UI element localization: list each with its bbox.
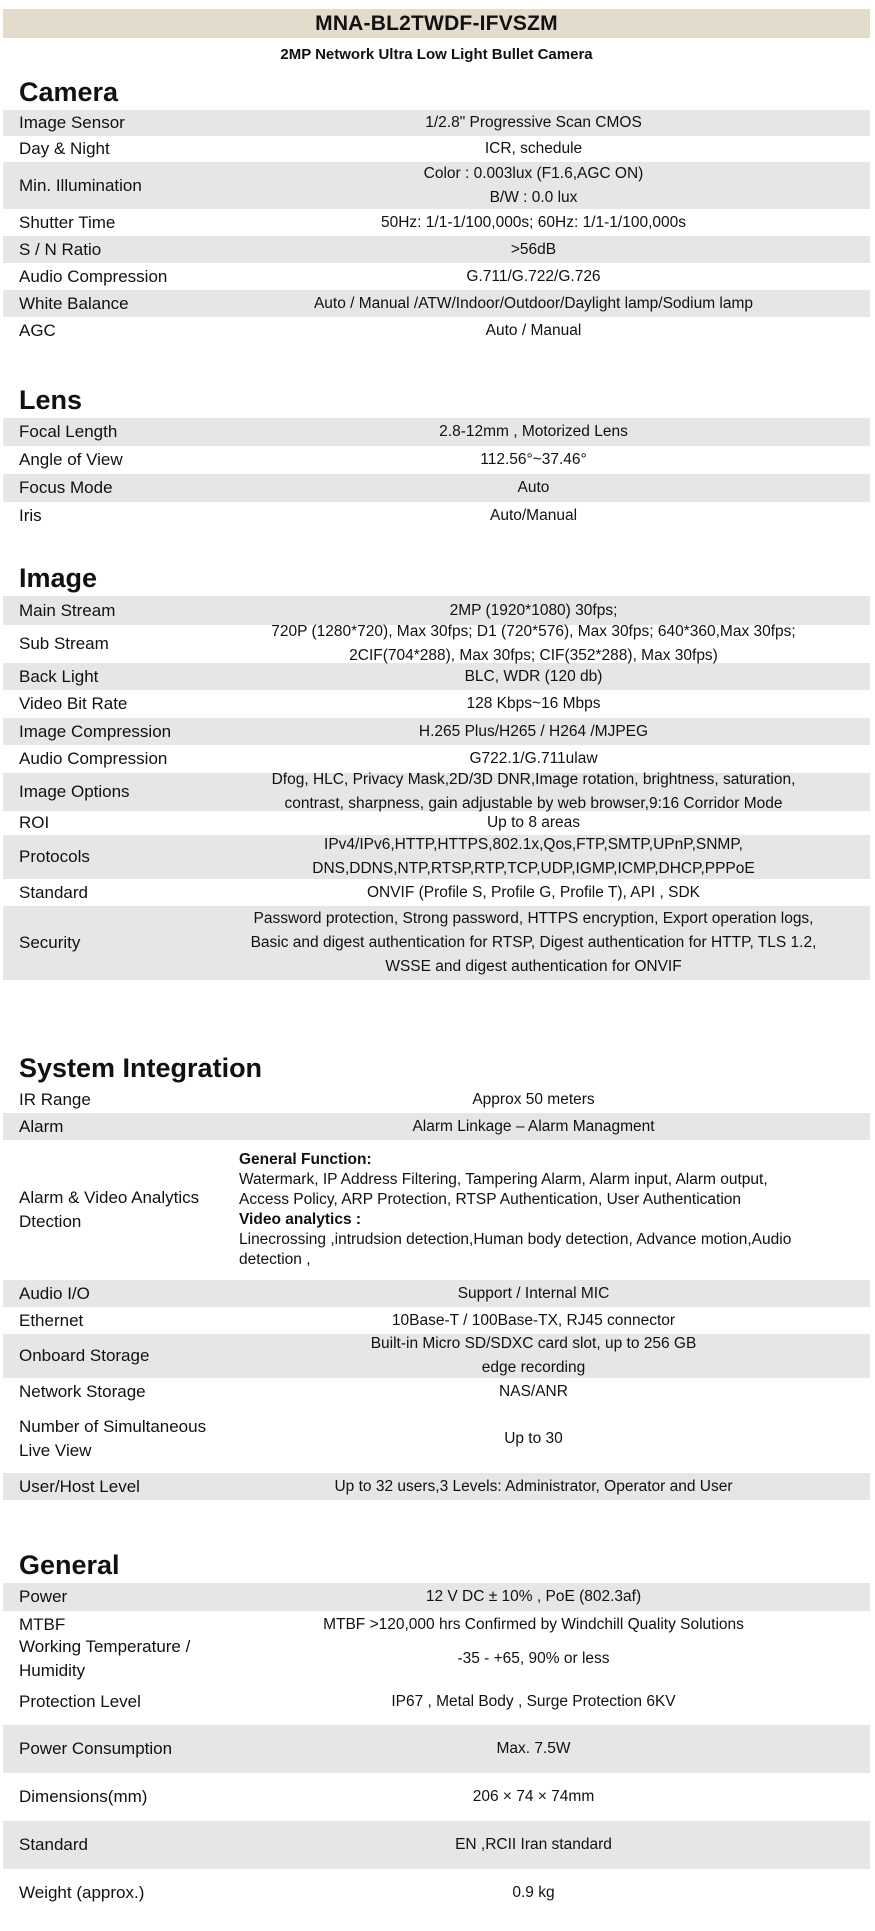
spec-label: Audio I/O [19,1283,90,1303]
spec-value-line: Auto [517,479,550,496]
spec-value [227,1115,870,1139]
spec-value-line: 206 × 74 × 74mm [472,1788,595,1805]
spec-row [3,263,870,290]
spec-value [227,1647,870,1671]
spec-row [3,290,870,317]
spec-row [3,1113,870,1140]
spec-label: Working Temperature / Humidity [19,1637,191,1680]
spec-value [227,1785,870,1809]
spec-value-line: 1/2.8" Progressive Scan CMOS [425,114,642,131]
spec-value-line: IPv4/IPv6,HTTP,HTTPS,802.1x,Qos,FTP,SMTP,UPnP,SNMP, [324,836,743,853]
section-heading: General [19,1549,120,1580]
spec-value-line: 10Base-T / 100Base-TX, RJ45 connector [391,1311,676,1329]
spec-label: Main Stream [19,600,116,620]
spec-label: Dimensions(mm) [19,1787,148,1806]
spec-value [227,1332,870,1380]
spec-row [3,1405,870,1473]
section-heading: Camera [19,76,119,107]
section-lens [0,382,875,530]
spec-label: Security [19,933,81,952]
spec-value [227,1475,870,1499]
spec-value-line: G.711/G.722/G.726 [466,267,601,285]
spec-label: Standard [19,882,88,902]
spec-label: AGC [19,320,56,340]
spec-row [3,1679,870,1725]
spec-label: Min. Illumination [19,175,142,195]
spec-row [3,718,870,745]
spec-row [3,811,870,835]
spec-value [227,1427,870,1451]
spec-label: Sub Stream [19,634,109,653]
spec-value-line: Support / Internal MIC [457,1284,610,1302]
spec-row [3,474,870,502]
spec-row [3,110,870,136]
spec-row [3,1378,870,1405]
spec-value [227,292,870,316]
spec-value-line: Max. 7.5W [496,1740,571,1757]
spec-value [227,319,870,343]
spec-label: Focal Length [19,422,118,441]
spec-row [3,1280,870,1307]
spec-value [227,1150,870,1270]
spec-value-line: Auto/Manual [489,507,578,524]
spec-value-line: BLC, WDR (120 db) [464,667,603,685]
spec-value [227,420,870,444]
spec-label: Audio Compression [19,749,168,768]
spec-value-line: Approx 50 meters [472,1090,595,1108]
spec-value-line: H.265 Plus/H265 / H264 /MJPEG [418,722,649,740]
spec-value [227,265,870,289]
spec-value [227,1881,870,1905]
spec-value-line: Color : 0.003lux (F1.6,AGC ON) [423,164,644,182]
spec-value [227,1380,870,1404]
spec-row [3,317,870,344]
spec-value-line: Up to 30 [504,1430,563,1447]
spec-value-line: Watermark, IP Address Filtering, Tampering Alarm, Alarm input, Alarm output, [239,1171,768,1188]
section-image [0,560,875,980]
spec-value-line: >56dB [510,240,557,258]
spec-value-line: General Function: [239,1151,372,1168]
spec-row [3,236,870,263]
spec-row [3,1307,870,1334]
spec-value [227,720,870,744]
spec-value [227,620,870,668]
product-title: MNA-BL2TWDF-IFVSZM [3,9,870,38]
spec-label: Weight (approx.) [19,1883,145,1902]
spec-label: Alarm [19,1116,64,1136]
product-subtitle: 2MP Network Ultra Low Light Bullet Camera [280,46,593,63]
spec-value-line: IP67 , Metal Body , Surge Protection 6KV [391,1693,676,1710]
spec-label: White Balance [19,293,129,313]
spec-value [227,162,870,210]
spec-value [227,1833,870,1857]
spec-value-line: 112.56°~37.46° [480,451,587,468]
spec-label: Standard [19,1835,88,1854]
spec-value [227,137,870,161]
section-camera [0,74,875,344]
spec-row [3,418,870,446]
spec-value-line: DNS,DDNS,NTP,RTSP,RTP,TCP,UDP,IGMP,ICMP,DHCP,PPPoE [312,860,755,877]
spec-value-line: 50Hz: 1/1-1/100,000s; 60Hz: 1/1-1/100,000s [380,213,687,231]
spec-label: ROI [19,813,50,832]
spec-value [227,476,870,500]
section-heading: Lens [19,384,83,415]
spec-row [3,1639,870,1679]
spec-row [3,1869,870,1917]
spec-row [3,879,870,906]
spec-value-line: MTBF >120,000 hrs Confirmed by Windchill Quality Solutions [323,1616,744,1633]
spec-label: S / N Ratio [19,239,102,259]
spec-label: Audio Compression [19,266,168,286]
spec-label: Power [19,1587,68,1606]
spec-value-line: edge recording [481,1359,586,1376]
spec-value [227,907,870,979]
spec-row [3,1140,870,1280]
spec-label: Image Sensor [19,113,125,132]
spec-value-line: 12 V DC ± 10% , PoE (802.3af) [425,1588,642,1605]
spec-value-line: detection , [239,1251,311,1268]
spec-value [227,238,870,262]
spec-value [227,599,870,623]
spec-value [227,692,870,716]
spec-value-line: Dfog, HLC, Privacy Mask,2D/3D DNR,Image rotation, brightness, saturation, [271,771,796,788]
spec-row [3,209,870,236]
spec-label: User/Host Level [19,1476,140,1496]
spec-value [227,1690,870,1714]
spec-row [3,1086,870,1113]
spec-value [227,881,870,905]
spec-value-line: Up to 8 areas [486,814,581,831]
spec-value [227,811,870,835]
spec-label: Image Compression [19,721,172,741]
spec-label: Protocols [19,847,90,866]
spec-label: Back Light [19,666,99,686]
spec-value-line: EN ,RCII Iran standard [455,1836,612,1853]
spec-label: Angle of View [19,450,123,469]
spec-value [227,1309,870,1333]
spec-value-line: ONVIF (Profile S, Profile G, Profile T), API , SDK [366,883,701,901]
spec-row [3,835,870,879]
spec-value-line: 2MP (1920*1080) 30fps; [449,601,618,619]
spec-label: Shutter Time [19,212,116,232]
spec-value-line: Password protection, Strong password, HTTPS encryption, Export operation logs, [253,910,814,927]
spec-value [227,665,870,689]
spec-value-line: 2.8-12mm , Motorized Lens [439,423,628,440]
section-system-integration [0,1050,875,1500]
section-general [0,1547,875,1917]
spec-label: MTBF [19,1615,66,1634]
spec-label: IR Range [19,1089,91,1109]
spec-row [3,446,870,474]
spec-row [3,906,870,980]
spec-value-line: WSSE and digest authentication for ONVIF [385,958,682,975]
spec-label: Iris [19,506,42,525]
spec-value-line: Video analytics : [239,1211,362,1228]
spec-value [227,833,870,881]
spec-value-line: Built-in Micro SD/SDXC card slot, up to 256 GB [370,1335,697,1352]
spec-label: Video Bit Rate [19,694,128,713]
spec-value-line: Access Policy, ARP Protection, RTSP Authentication, User Authentication [239,1191,742,1208]
spec-row [3,1725,870,1773]
spec-row [3,1334,870,1378]
spec-row [3,1821,870,1869]
spec-value-line: NAS/ANR [499,1382,568,1400]
spec-label: Day & Night [19,139,110,158]
spec-value-line: Auto / Manual [485,321,582,339]
spec-row [3,136,870,162]
section-heading: System Integration [19,1052,263,1083]
section-heading: Image [19,562,98,593]
spec-value [227,1282,870,1306]
spec-row [3,773,870,811]
spec-value [227,211,870,235]
spec-label: Alarm & Video Analytics Dtection [19,1188,200,1231]
spec-value-line: Auto / Manual /ATW/Indoor/Outdoor/Daylight lamp/Sodium lamp [313,294,754,312]
spec-value-line: -35 - +65, 90% or less [457,1650,610,1667]
spec-value-line: G722.1/G.711ulaw [469,750,598,767]
spec-label: Ethernet [19,1310,84,1330]
spec-row [3,162,870,209]
spec-row [3,625,870,663]
spec-row [3,690,870,718]
spec-value-line: 128 Kbps~16 Mbps [466,695,601,712]
spec-value-line: Up to 32 users,3 Levels: Administrator, Operator and User [334,1477,733,1495]
spec-value [227,111,870,135]
spec-value-line: 720P (1280*720), Max 30fps; D1 (720*576), Max 30fps; 640*360,Max 30fps; [271,623,796,640]
spec-value-line: Alarm Linkage – Alarm Managment [412,1117,655,1135]
spec-value [227,1613,870,1637]
spec-value-line: B/W : 0.0 lux [489,188,578,206]
spec-label: Focus Mode [19,478,113,497]
spec-label: Protection Level [19,1692,141,1711]
spec-value [227,1088,870,1112]
spec-value [227,768,870,816]
spec-value [227,1585,870,1609]
spec-row [3,502,870,530]
spec-value [227,504,870,528]
spec-value [227,1737,870,1761]
spec-value-line: 0.9 kg [512,1884,555,1901]
spec-row [3,1773,870,1821]
spec-label: Image Options [19,782,130,801]
spec-label: Number of Simultaneous Live View [19,1417,207,1460]
spec-label: Onboard Storage [19,1346,150,1365]
spec-value-line: Linecrossing ,intrudsion detection,Human body detection, Advance motion,Audio [239,1231,792,1248]
spec-label: Power Consumption [19,1739,173,1758]
spec-value-line: ICR, schedule [484,140,583,157]
spec-value [227,448,870,472]
spec-value-line: 2CIF(704*288), Max 30fps; CIF(352*288), Max 30fps) [349,647,718,664]
spec-row [3,1473,870,1500]
spec-value-line: contrast, sharpness, gain adjustable by web browser,9:16 Corridor Mode [284,795,783,812]
spec-row [3,1583,870,1611]
spec-label: Network Storage [19,1381,146,1401]
spec-value-line: Basic and digest authentication for RTSP, Digest authentication for HTTP, TLS 1.2, [250,934,817,951]
spec-row [3,663,870,690]
